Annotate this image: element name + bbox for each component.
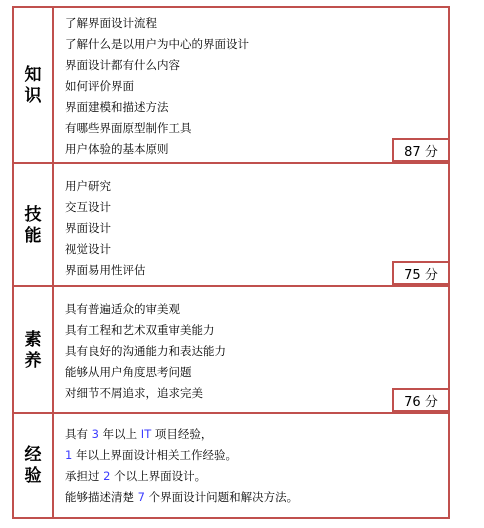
list-item: 用户研究 [65,179,111,193]
list-item: 界面设计 [65,221,111,235]
category-char: 经 [24,444,42,465]
list-item: 界面易用性评估 [65,263,146,277]
category-skills [14,164,52,287]
qualities-list [65,299,226,404]
row-divider [14,285,448,287]
list-item: 如何评价界面 [65,79,134,93]
list-item: 1 年以上界面设计相关工作经验。 [65,448,237,462]
category-experience [14,414,52,517]
list-item: 承担过 2 个以上界面设计。 [65,469,207,483]
category-char: 识 [24,86,42,106]
list-item: 具有 3 年以上 IT 项目经验， [65,427,213,441]
list-item: 能够从用户角度思考问题 [65,365,192,379]
list-item: 了解什么是以用户为中心的界面设计 [65,37,249,51]
list-item: 交互设计 [65,200,111,214]
category-char: 技 [24,204,42,225]
category-char: 验 [24,465,42,486]
list-item: 视觉设计 [65,242,111,256]
list-item: 界面设计都有什么内容 [65,58,180,72]
list-item: 对细节不屑追求，追求完美 [65,386,203,400]
list-item: 界面建模和描述方法 [65,100,169,114]
resume-skill-table [12,6,450,519]
list-item: 能够描述清楚 7 个界面设计问题和解决方法。 [65,490,299,504]
list-item: 有哪些界面原型制作工具 [65,121,192,135]
category-char: 能 [24,225,42,246]
row-divider [14,412,448,414]
category-char: 养 [24,350,42,371]
list-item: 具有良好的沟通能力和表达能力 [65,344,226,358]
column-divider [52,8,54,517]
category-knowledge [14,8,52,164]
category-char: 素 [24,329,42,350]
list-item: 具有普遍适众的审美观 [65,302,180,316]
knowledge-list [65,13,249,160]
list-item: 了解界面设计流程 [65,16,157,30]
knowledge-score: 87 分 [392,138,448,162]
qualities-score: 76 分 [392,388,448,412]
list-item: 用户体验的基本原则 [65,142,169,156]
row-divider [14,162,448,164]
skills-score: 75 分 [392,261,448,285]
category-qualities [14,287,52,414]
category-char: 知 [24,65,42,85]
list-item: 具有工程和艺术双重审美能力 [65,323,215,337]
experience-list [65,424,298,508]
skills-list [65,176,146,281]
